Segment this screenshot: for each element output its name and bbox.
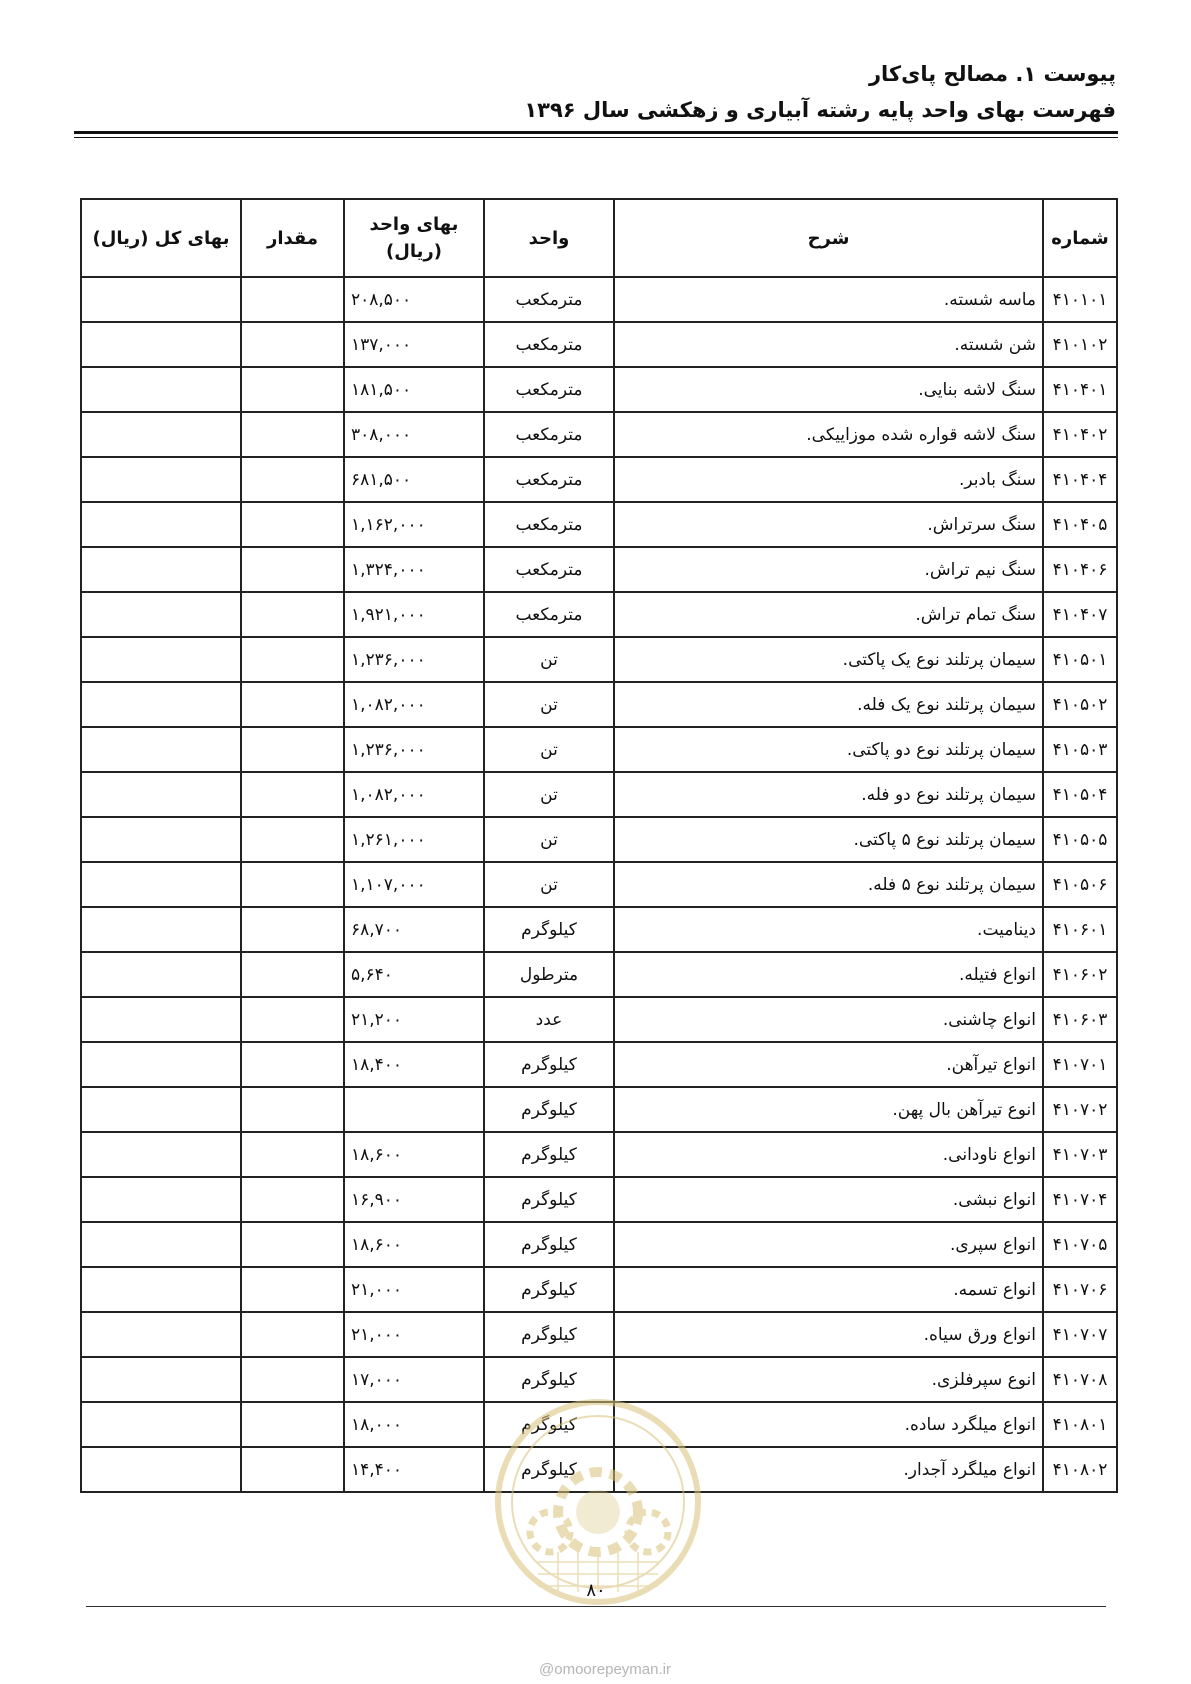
item-quantity-cell xyxy=(241,412,344,457)
item-total-price-cell xyxy=(81,277,241,322)
item-number-cell: ۴۱۰۴۰۷ xyxy=(1043,592,1117,637)
item-number-cell: ۴۱۰۶۰۱ xyxy=(1043,907,1117,952)
item-unit-price-cell: ۱۸,۶۰۰ xyxy=(344,1222,484,1267)
item-total-price-cell xyxy=(81,457,241,502)
item-description-cell: سنگ لاشه بنایی. xyxy=(614,367,1043,412)
item-unit-cell: مترمکعب xyxy=(484,412,614,457)
item-number-cell: ۴۱۰۸۰۲ xyxy=(1043,1447,1117,1492)
item-unit-cell: کیلوگرم xyxy=(484,1132,614,1177)
table-body xyxy=(81,277,1117,1492)
item-description-cell: انواع میلگرد آجدار. xyxy=(614,1447,1043,1492)
item-total-price-cell xyxy=(81,772,241,817)
item-description-cell: انواع چاشنی. xyxy=(614,997,1043,1042)
item-number-cell: ۴۱۰۵۰۵ xyxy=(1043,817,1117,862)
item-unit-cell: کیلوگرم xyxy=(484,1177,614,1222)
table-row xyxy=(81,277,1117,322)
item-unit-cell: کیلوگرم xyxy=(484,1267,614,1312)
item-total-price-cell xyxy=(81,952,241,997)
header-appendix-title: پیوست ۱. مصالح پای‌کار xyxy=(868,62,1116,86)
item-description-cell: انواع فتیله. xyxy=(614,952,1043,997)
table-row xyxy=(81,1042,1117,1087)
item-quantity-cell xyxy=(241,637,344,682)
item-number-cell: ۴۱۰۴۰۴ xyxy=(1043,457,1117,502)
item-quantity-cell xyxy=(241,682,344,727)
item-description-cell: انوع تیرآهن بال پهن. xyxy=(614,1087,1043,1132)
item-number-cell: ۴۱۰۷۰۶ xyxy=(1043,1267,1117,1312)
watermark-url: @omoorepeyman.ir xyxy=(539,1661,671,1678)
item-description-cell: سیمان پرتلند نوع ۵ فله. xyxy=(614,862,1043,907)
item-number-cell: ۴۱۰۷۰۷ xyxy=(1043,1312,1117,1357)
item-unit-price-cell: ۱۴,۴۰۰ xyxy=(344,1447,484,1492)
table-row xyxy=(81,952,1117,997)
item-number-cell: ۴۱۰۵۰۲ xyxy=(1043,682,1117,727)
item-unit-price-cell: ۵,۶۴۰ xyxy=(344,952,484,997)
item-number-cell: ۴۱۰۵۰۴ xyxy=(1043,772,1117,817)
item-description-cell: سیمان پرتلند نوع دو پاکتی. xyxy=(614,727,1043,772)
table-header-row xyxy=(81,199,1117,277)
item-number-cell: ۴۱۰۴۰۵ xyxy=(1043,502,1117,547)
item-number-cell: ۴۱۰۴۰۶ xyxy=(1043,547,1117,592)
item-unit-cell: کیلوگرم xyxy=(484,1447,614,1492)
item-unit-price-cell: ۱,۳۲۴,۰۰۰ xyxy=(344,547,484,592)
column-header-unit-price-currency: (ریال) xyxy=(386,241,442,262)
item-quantity-cell xyxy=(241,1447,344,1492)
item-quantity-cell xyxy=(241,322,344,367)
item-unit-price-cell: ۱,۱۶۲,۰۰۰ xyxy=(344,502,484,547)
item-total-price-cell xyxy=(81,637,241,682)
item-number-cell: ۴۱۰۵۰۳ xyxy=(1043,727,1117,772)
column-header-unit: واحد xyxy=(484,199,614,277)
item-unit-cell: تن xyxy=(484,772,614,817)
item-number-cell: ۴۱۰۵۰۶ xyxy=(1043,862,1117,907)
item-unit-price-cell: ۱,۰۸۲,۰۰۰ xyxy=(344,772,484,817)
item-total-price-cell xyxy=(81,862,241,907)
item-unit-price-cell: ۱۸,۴۰۰ xyxy=(344,1042,484,1087)
item-number-cell: ۴۱۰۷۰۱ xyxy=(1043,1042,1117,1087)
item-unit-price-cell: ۱,۰۸۲,۰۰۰ xyxy=(344,682,484,727)
item-unit-cell: مترمکعب xyxy=(484,322,614,367)
item-total-price-cell xyxy=(81,1222,241,1267)
item-unit-cell: تن xyxy=(484,817,614,862)
item-unit-cell: مترمکعب xyxy=(484,367,614,412)
table-row xyxy=(81,1087,1117,1132)
item-total-price-cell xyxy=(81,547,241,592)
item-number-cell: ۴۱۰۷۰۵ xyxy=(1043,1222,1117,1267)
page-number: ۸۰ xyxy=(586,1580,606,1601)
item-unit-price-cell xyxy=(344,1087,484,1132)
item-unit-price-cell: ۱۷,۰۰۰ xyxy=(344,1357,484,1402)
table-row xyxy=(81,1177,1117,1222)
item-total-price-cell xyxy=(81,1087,241,1132)
item-quantity-cell xyxy=(241,1267,344,1312)
item-unit-price-cell: ۶۸۱,۵۰۰ xyxy=(344,457,484,502)
item-quantity-cell xyxy=(241,1087,344,1132)
item-quantity-cell xyxy=(241,1312,344,1357)
item-description-cell: انواع سپری. xyxy=(614,1222,1043,1267)
item-total-price-cell xyxy=(81,592,241,637)
item-description-cell: سیمان پرتلند نوع یک پاکتی. xyxy=(614,637,1043,682)
item-quantity-cell xyxy=(241,1132,344,1177)
table-row xyxy=(81,367,1117,412)
item-quantity-cell xyxy=(241,277,344,322)
item-quantity-cell xyxy=(241,907,344,952)
table-row xyxy=(81,1222,1117,1267)
item-number-cell: ۴۱۰۶۰۳ xyxy=(1043,997,1117,1042)
table-row xyxy=(81,997,1117,1042)
item-description-cell: انواع تیرآهن. xyxy=(614,1042,1043,1087)
column-header-unit-price xyxy=(344,199,484,277)
item-quantity-cell xyxy=(241,367,344,412)
item-number-cell: ۴۱۰۵۰۱ xyxy=(1043,637,1117,682)
item-quantity-cell xyxy=(241,952,344,997)
item-unit-price-cell: ۶۸,۷۰۰ xyxy=(344,907,484,952)
item-description-cell: سنگ سرتراش. xyxy=(614,502,1043,547)
item-quantity-cell xyxy=(241,862,344,907)
item-quantity-cell xyxy=(241,1357,344,1402)
column-header-quantity: مقدار xyxy=(241,199,344,277)
item-unit-cell: مترمکعب xyxy=(484,277,614,322)
item-total-price-cell xyxy=(81,727,241,772)
item-unit-price-cell: ۲۰۸,۵۰۰ xyxy=(344,277,484,322)
item-unit-cell: مترمکعب xyxy=(484,592,614,637)
item-unit-cell: کیلوگرم xyxy=(484,907,614,952)
item-description-cell: دینامیت. xyxy=(614,907,1043,952)
table-row xyxy=(81,817,1117,862)
item-quantity-cell xyxy=(241,997,344,1042)
item-total-price-cell xyxy=(81,817,241,862)
table-row xyxy=(81,1267,1117,1312)
item-total-price-cell xyxy=(81,412,241,457)
item-quantity-cell xyxy=(241,592,344,637)
item-number-cell: ۴۱۰۷۰۴ xyxy=(1043,1177,1117,1222)
item-unit-cell: کیلوگرم xyxy=(484,1357,614,1402)
item-unit-price-cell: ۱۸,۶۰۰ xyxy=(344,1132,484,1177)
item-total-price-cell xyxy=(81,322,241,367)
item-description-cell: انواع میلگرد ساده. xyxy=(614,1402,1043,1447)
item-description-cell: ماسه شسته. xyxy=(614,277,1043,322)
header-price-list-title: فهرست بهای واحد پایه رشته آبیاری و زهکشی سال ۱۳۹۶ xyxy=(524,98,1116,122)
item-description-cell: انواع تسمه. xyxy=(614,1267,1043,1312)
item-description-cell: انوع سپرفلزی. xyxy=(614,1357,1043,1402)
item-description-cell: سنگ تمام تراش. xyxy=(614,592,1043,637)
item-unit-price-cell: ۳۰۸,۰۰۰ xyxy=(344,412,484,457)
item-unit-price-cell: ۱۸,۰۰۰ xyxy=(344,1402,484,1447)
footer-rule xyxy=(86,1606,1106,1607)
item-unit-price-cell: ۱۳۷,۰۰۰ xyxy=(344,322,484,367)
item-number-cell: ۴۱۰۱۰۲ xyxy=(1043,322,1117,367)
item-quantity-cell xyxy=(241,772,344,817)
table-row xyxy=(81,637,1117,682)
item-unit-cell: مترمکعب xyxy=(484,502,614,547)
item-unit-cell: تن xyxy=(484,637,614,682)
item-unit-cell: تن xyxy=(484,682,614,727)
seal-watermark xyxy=(478,1392,718,1612)
item-total-price-cell xyxy=(81,1132,241,1177)
column-header-total-price: بهای کل (ریال) xyxy=(81,199,241,277)
table-row xyxy=(81,1312,1117,1357)
item-number-cell: ۴۱۰۴۰۱ xyxy=(1043,367,1117,412)
item-description-cell: سنگ بادبر. xyxy=(614,457,1043,502)
item-description-cell: انواع ورق سیاه. xyxy=(614,1312,1043,1357)
item-unit-cell: تن xyxy=(484,862,614,907)
item-unit-price-cell: ۱,۲۶۱,۰۰۰ xyxy=(344,817,484,862)
table-row xyxy=(81,547,1117,592)
item-unit-price-cell: ۱,۲۳۶,۰۰۰ xyxy=(344,727,484,772)
item-total-price-cell xyxy=(81,367,241,412)
table-row xyxy=(81,907,1117,952)
item-total-price-cell xyxy=(81,682,241,727)
table-row xyxy=(81,322,1117,367)
item-total-price-cell xyxy=(81,1357,241,1402)
item-unit-price-cell: ۲۱,۰۰۰ xyxy=(344,1312,484,1357)
item-unit-cell: تن xyxy=(484,727,614,772)
item-total-price-cell xyxy=(81,1177,241,1222)
table-row xyxy=(81,1132,1117,1177)
item-number-cell: ۴۱۰۸۰۱ xyxy=(1043,1402,1117,1447)
item-quantity-cell xyxy=(241,502,344,547)
table-row xyxy=(81,727,1117,772)
item-total-price-cell xyxy=(81,997,241,1042)
item-description-cell: سنگ نیم تراش. xyxy=(614,547,1043,592)
item-unit-cell: مترمکعب xyxy=(484,457,614,502)
header-rule-thin xyxy=(74,137,1118,138)
item-unit-price-cell: ۲۱,۲۰۰ xyxy=(344,997,484,1042)
item-unit-cell: کیلوگرم xyxy=(484,1222,614,1267)
column-header-unit-price-label: بهای واحد xyxy=(369,214,459,235)
item-number-cell: ۴۱۰۱۰۱ xyxy=(1043,277,1117,322)
item-unit-price-cell: ۱,۱۰۷,۰۰۰ xyxy=(344,862,484,907)
item-total-price-cell xyxy=(81,502,241,547)
item-description-cell: انواع ناودانی. xyxy=(614,1132,1043,1177)
item-description-cell: سنگ لاشه قواره شده موزاییکی. xyxy=(614,412,1043,457)
item-unit-price-cell: ۱۶,۹۰۰ xyxy=(344,1177,484,1222)
item-number-cell: ۴۱۰۷۰۲ xyxy=(1043,1087,1117,1132)
table-row xyxy=(81,862,1117,907)
item-description-cell: سیمان پرتلند نوع یک فله. xyxy=(614,682,1043,727)
item-quantity-cell xyxy=(241,1042,344,1087)
item-total-price-cell xyxy=(81,1402,241,1447)
item-description-cell: شن شسته. xyxy=(614,322,1043,367)
item-quantity-cell xyxy=(241,1402,344,1447)
table-row xyxy=(81,772,1117,817)
item-unit-cell: کیلوگرم xyxy=(484,1087,614,1132)
column-header-description: شرح xyxy=(614,199,1043,277)
item-unit-price-cell: ۱,۹۲۱,۰۰۰ xyxy=(344,592,484,637)
item-description-cell: سیمان پرتلند نوع دو فله. xyxy=(614,772,1043,817)
item-total-price-cell xyxy=(81,1267,241,1312)
table-row xyxy=(81,592,1117,637)
item-quantity-cell xyxy=(241,547,344,592)
column-header-number: شماره xyxy=(1043,199,1117,277)
item-description-cell: انواع نبشی. xyxy=(614,1177,1043,1222)
table-row xyxy=(81,457,1117,502)
item-unit-price-cell: ۲۱,۰۰۰ xyxy=(344,1267,484,1312)
item-description-cell: سیمان پرتلند نوع ۵ پاکتی. xyxy=(614,817,1043,862)
table-row xyxy=(81,412,1117,457)
item-total-price-cell xyxy=(81,1447,241,1492)
table-row xyxy=(81,682,1117,727)
item-total-price-cell xyxy=(81,907,241,952)
table-row xyxy=(81,502,1117,547)
item-number-cell: ۴۱۰۷۰۳ xyxy=(1043,1132,1117,1177)
item-number-cell: ۴۱۰۴۰۲ xyxy=(1043,412,1117,457)
item-quantity-cell xyxy=(241,727,344,772)
item-unit-price-cell: ۱,۲۳۶,۰۰۰ xyxy=(344,637,484,682)
item-quantity-cell xyxy=(241,1222,344,1267)
item-quantity-cell xyxy=(241,817,344,862)
price-list-table xyxy=(80,198,1118,1493)
item-unit-cell: کیلوگرم xyxy=(484,1042,614,1087)
item-number-cell: ۴۱۰۷۰۸ xyxy=(1043,1357,1117,1402)
item-unit-cell: مترمکعب xyxy=(484,547,614,592)
item-quantity-cell xyxy=(241,457,344,502)
item-unit-cell: کیلوگرم xyxy=(484,1312,614,1357)
item-number-cell: ۴۱۰۶۰۲ xyxy=(1043,952,1117,997)
item-total-price-cell xyxy=(81,1312,241,1357)
item-unit-price-cell: ۱۸۱,۵۰۰ xyxy=(344,367,484,412)
item-unit-cell: عدد xyxy=(484,997,614,1042)
item-unit-cell: مترطول xyxy=(484,952,614,997)
item-quantity-cell xyxy=(241,1177,344,1222)
item-unit-cell: کیلوگرم xyxy=(484,1402,614,1447)
header-rule-thick xyxy=(74,131,1118,134)
item-total-price-cell xyxy=(81,1042,241,1087)
